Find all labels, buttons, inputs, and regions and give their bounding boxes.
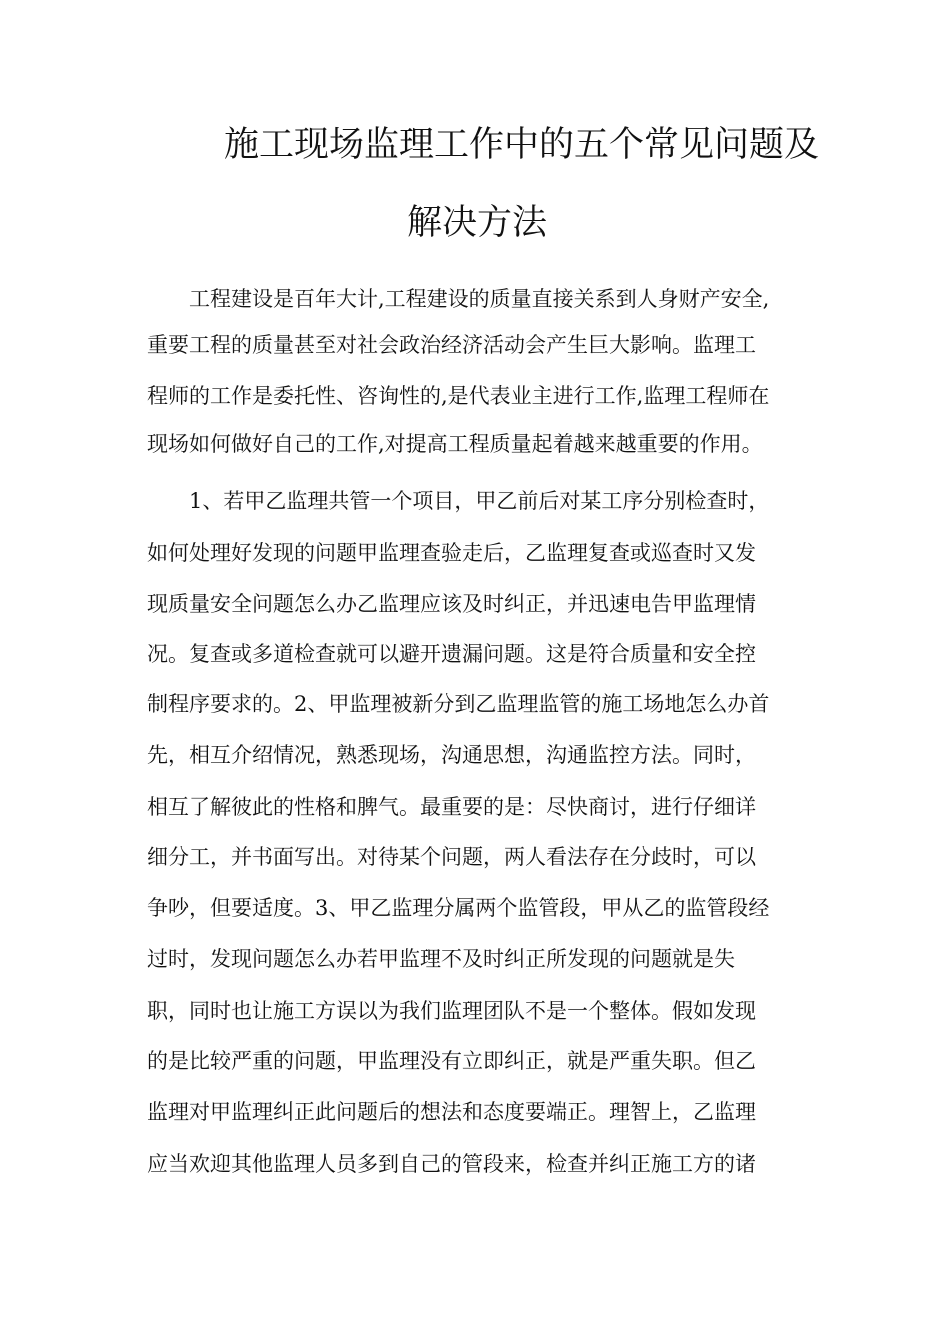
body-line-12: 细分工，并书面写出。对待某个问题，两人看法存在分歧时，可以 bbox=[147, 845, 756, 869]
body-line-10: 先，相互介绍情况，熟悉现场，沟通思想，沟通监控方法。同时， bbox=[147, 743, 756, 767]
body-line-18: 应当欢迎其他监理人员多到自己的管段来，检查并纠正施工方的诸 bbox=[147, 1152, 756, 1176]
document-title-line-1: 施工现场监理工作中的五个常见问题及 bbox=[224, 125, 820, 165]
body-line-8: 况。复查或多道检查就可以避开遗漏问题。这是符合质量和安全控 bbox=[147, 642, 756, 666]
body-line-1: 工程建设是百年大计,工程建设的质量直接关系到人身财产安全, bbox=[189, 287, 770, 311]
body-line-17: 监理对甲监理纠正此问题后的想法和态度要端正。理智上，乙监理 bbox=[147, 1100, 756, 1124]
body-line-7: 现质量安全问题怎么办乙监理应该及时纠正，并迅速电告甲监理情 bbox=[147, 592, 756, 616]
document-title-line-2: 解决方法 bbox=[407, 203, 548, 243]
body-line-14: 过时，发现问题怎么办若甲监理不及时纠正所发现的问题就是失 bbox=[147, 947, 735, 971]
body-line-15: 职，同时也让施工方误以为我们监理团队不是一个整体。假如发现 bbox=[147, 999, 756, 1023]
body-line-5: 1、若甲乙监理共管一个项目，甲乙前后对某工序分别检查时， bbox=[189, 489, 770, 513]
body-line-16: 的是比较严重的问题，甲监理没有立即纠正，就是严重失职。但乙 bbox=[147, 1049, 756, 1073]
body-line-6: 如何处理好发现的问题甲监理查验走后，乙监理复查或巡查时又发 bbox=[147, 541, 756, 565]
body-line-4: 现场如何做好自己的工作,对提高工程质量起着越来越重要的作用。 bbox=[147, 432, 763, 456]
body-line-9: 制程序要求的。2、甲监理被新分到乙监理监管的施工场地怎么办首 bbox=[147, 692, 770, 716]
body-line-3: 程师的工作是委托性、咨询性的,是代表业主进行工作,监理工程师在 bbox=[147, 384, 770, 408]
body-line-2: 重要工程的质量甚至对社会政治经济活动会产生巨大影响。监理工 bbox=[147, 333, 756, 357]
body-line-13: 争吵，但要适度。3、甲乙监理分属两个监管段，甲从乙的监管段经 bbox=[147, 896, 770, 920]
body-line-11: 相互了解彼此的性格和脾气。最重要的是：尽快商讨，进行仔细详 bbox=[147, 795, 756, 819]
